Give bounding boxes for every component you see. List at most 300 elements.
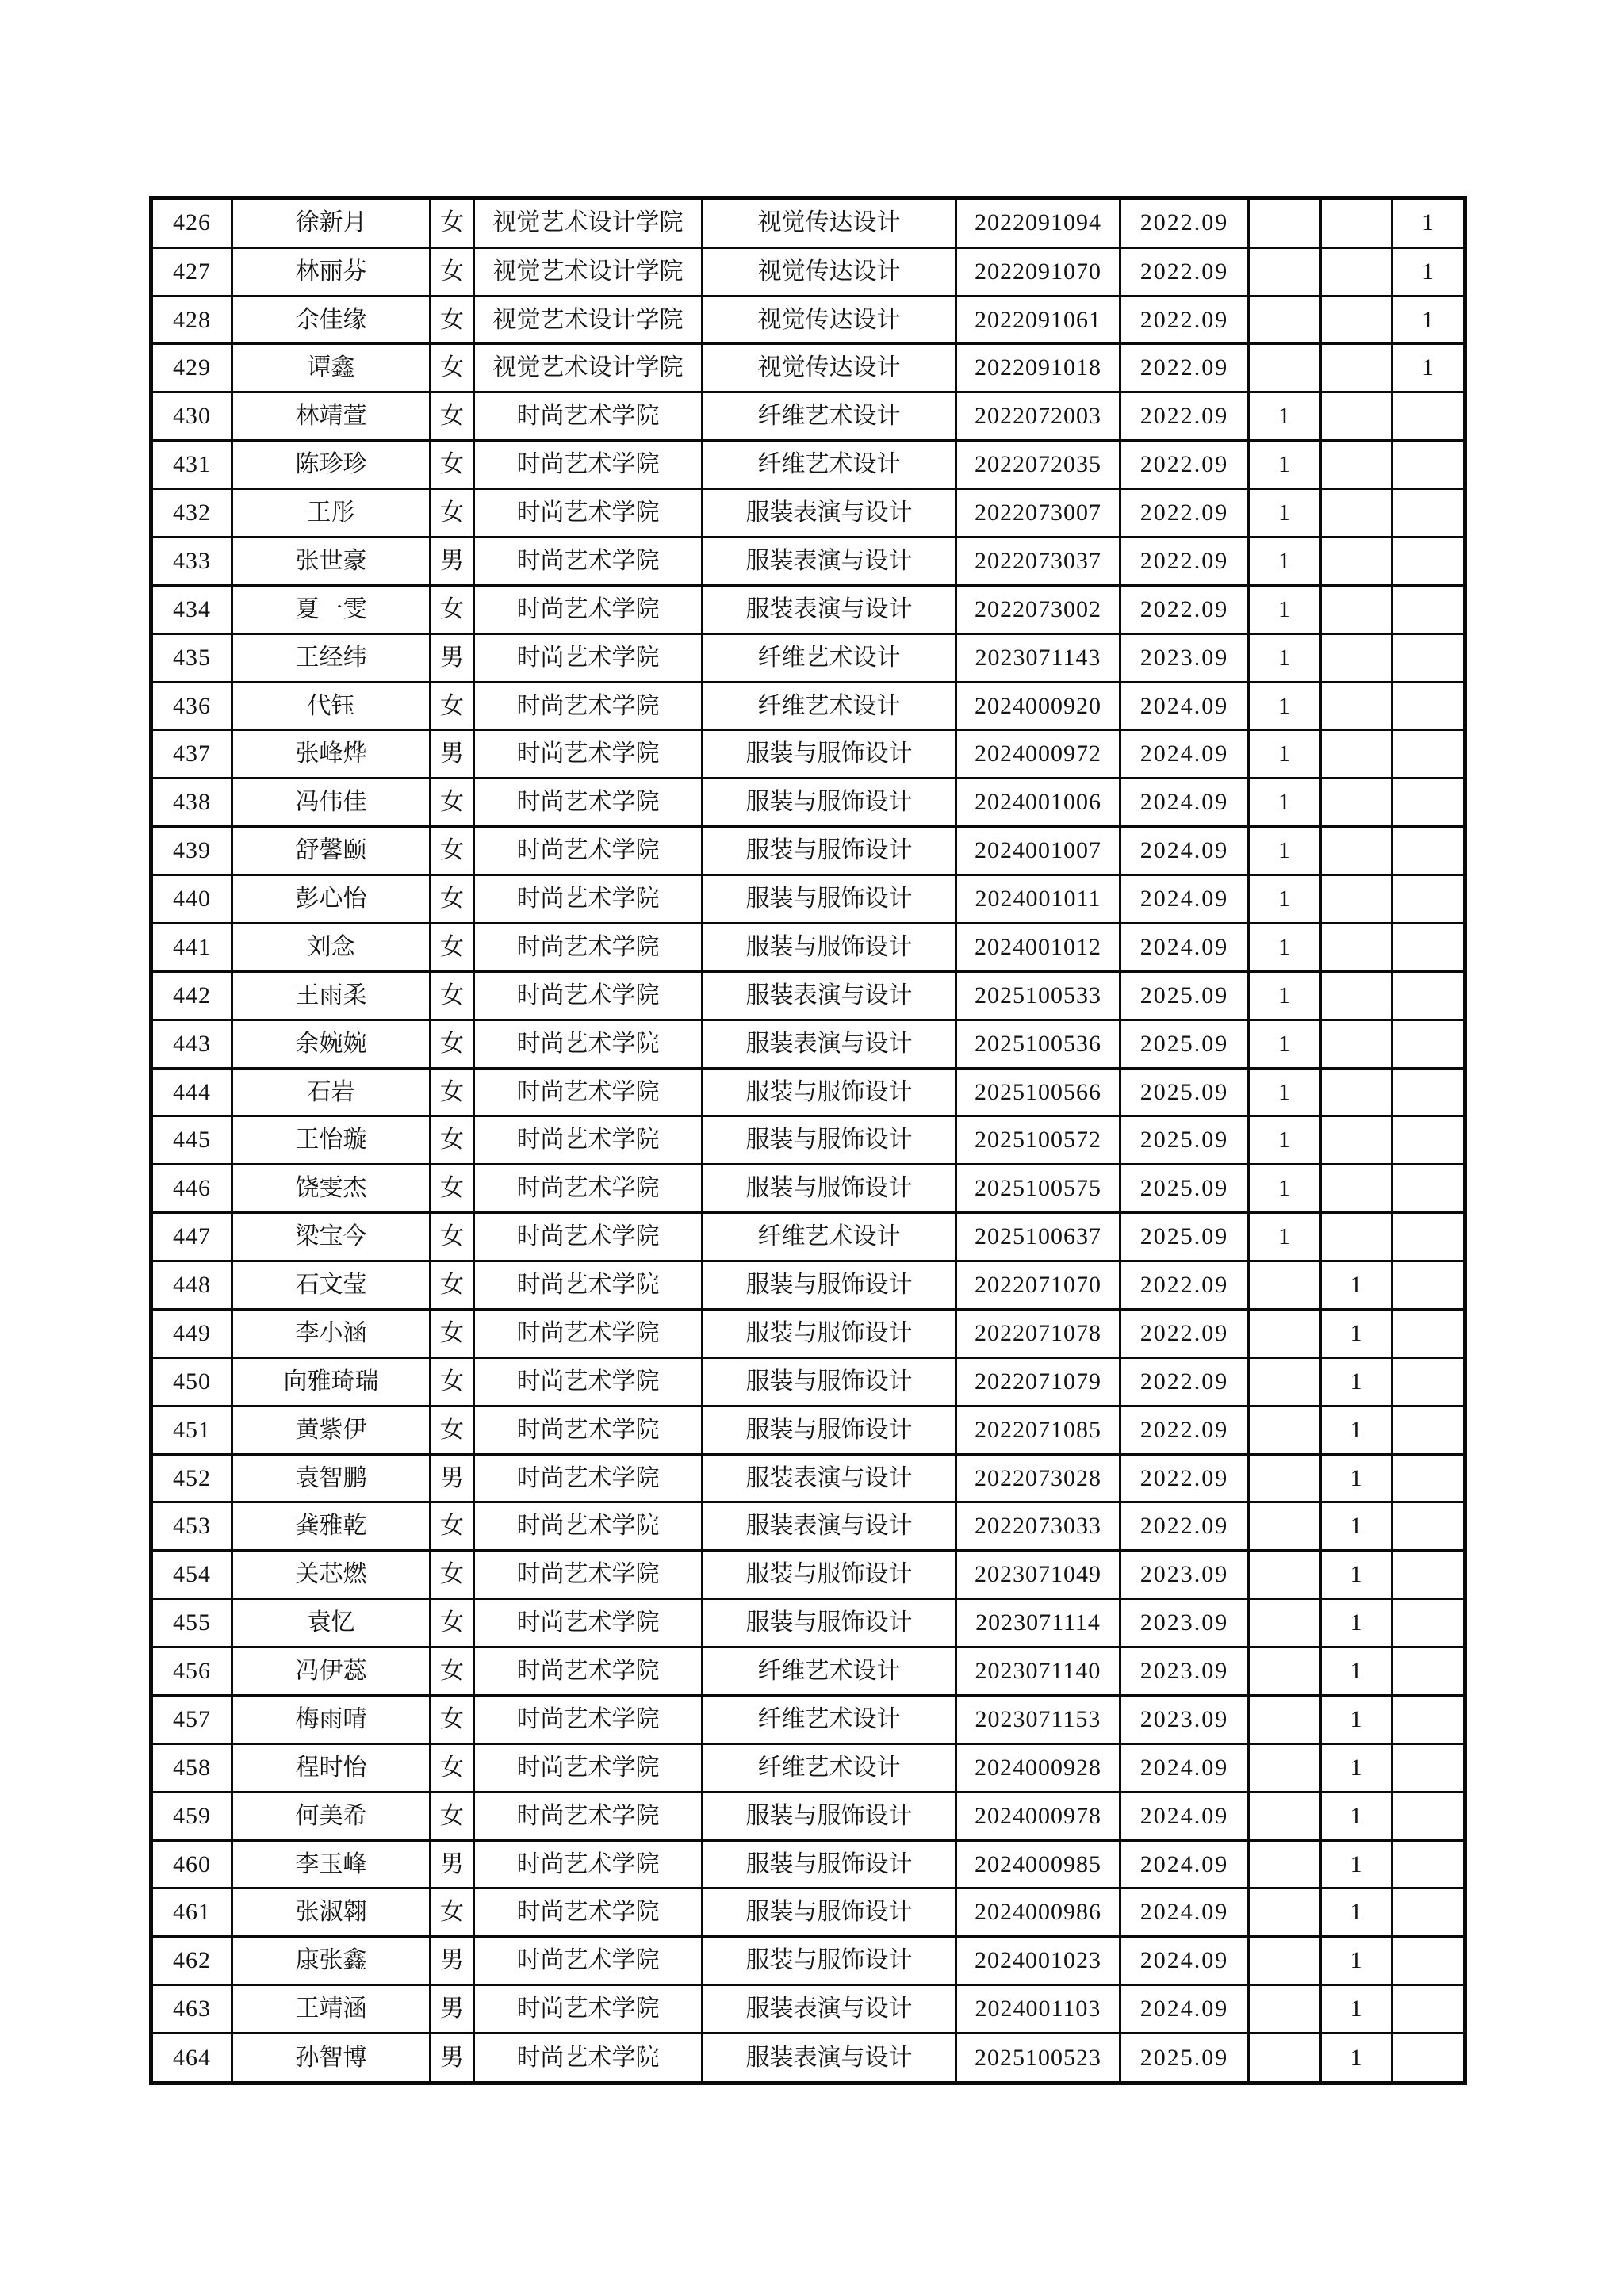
cell-serial: 434 [151, 585, 232, 633]
cell-college: 时尚艺术学院 [474, 392, 703, 441]
cell-gender: 男 [431, 1454, 474, 1502]
cell-student-id: 2022073007 [956, 489, 1120, 538]
cell-college: 时尚艺术学院 [474, 1309, 703, 1357]
cell-mark-2 [1321, 779, 1392, 827]
cell-college: 时尚艺术学院 [474, 1792, 703, 1840]
cell-enroll-date: 2022.09 [1120, 1357, 1249, 1406]
cell-mark-3 [1392, 875, 1465, 924]
cell-mark-1 [1249, 1357, 1321, 1406]
cell-student-id: 2024000978 [956, 1792, 1120, 1840]
cell-student-id: 2024000985 [956, 1840, 1120, 1888]
cell-gender: 女 [431, 971, 474, 1020]
cell-mark-2: 1 [1321, 1985, 1392, 2034]
cell-student-id: 2024001007 [956, 827, 1120, 875]
cell-serial: 446 [151, 1165, 232, 1213]
cell-college: 时尚艺术学院 [474, 827, 703, 875]
cell-serial: 436 [151, 682, 232, 730]
cell-enroll-date: 2024.09 [1120, 1792, 1249, 1840]
cell-mark-2 [1321, 730, 1392, 779]
cell-name: 夏一雯 [232, 585, 431, 633]
cell-enroll-date: 2024.09 [1120, 1743, 1249, 1792]
cell-mark-1: 1 [1249, 585, 1321, 633]
cell-mark-1 [1249, 1454, 1321, 1502]
cell-enroll-date: 2022.09 [1120, 344, 1249, 392]
cell-college: 时尚艺术学院 [474, 730, 703, 779]
cell-serial: 456 [151, 1647, 232, 1696]
cell-college: 时尚艺术学院 [474, 537, 703, 585]
cell-mark-1 [1249, 1985, 1321, 2034]
cell-name: 彭心怡 [232, 875, 431, 924]
cell-name: 黄紫伊 [232, 1406, 431, 1454]
cell-college: 时尚艺术学院 [474, 1937, 703, 1985]
cell-student-id: 2024001011 [956, 875, 1120, 924]
cell-enroll-date: 2024.09 [1120, 682, 1249, 730]
cell-serial: 458 [151, 1743, 232, 1792]
table-row [151, 392, 1465, 441]
cell-name: 梁宝今 [232, 1213, 431, 1261]
cell-mark-2: 1 [1321, 1454, 1392, 1502]
cell-enroll-date: 2025.09 [1120, 1068, 1249, 1116]
cell-serial: 440 [151, 875, 232, 924]
cell-serial: 428 [151, 296, 232, 344]
cell-student-id: 2022072035 [956, 441, 1120, 489]
cell-gender: 女 [431, 1647, 474, 1696]
cell-enroll-date: 2024.09 [1120, 923, 1249, 971]
cell-serial: 448 [151, 1261, 232, 1310]
cell-college: 时尚艺术学院 [474, 1743, 703, 1792]
cell-enroll-date: 2022.09 [1120, 1454, 1249, 1502]
cell-student-id: 2025100523 [956, 2034, 1120, 2084]
cell-mark-1: 1 [1249, 1165, 1321, 1213]
cell-mark-2 [1321, 875, 1392, 924]
table-row [151, 247, 1465, 296]
cell-enroll-date: 2025.09 [1120, 1116, 1249, 1165]
cell-name: 林丽芬 [232, 247, 431, 296]
cell-major: 纤维艺术设计 [703, 392, 956, 441]
table-row [151, 537, 1465, 585]
cell-mark-2: 1 [1321, 1551, 1392, 1599]
cell-major: 服装表演与设计 [703, 1020, 956, 1068]
cell-serial: 451 [151, 1406, 232, 1454]
cell-name: 刘念 [232, 923, 431, 971]
cell-enroll-date: 2024.09 [1120, 1937, 1249, 1985]
cell-gender: 女 [431, 1213, 474, 1261]
cell-college: 时尚艺术学院 [474, 585, 703, 633]
cell-serial: 455 [151, 1599, 232, 1647]
cell-student-id: 2022071078 [956, 1309, 1120, 1357]
table-row [151, 1743, 1465, 1792]
cell-mark-1: 1 [1249, 537, 1321, 585]
cell-major: 纤维艺术设计 [703, 633, 956, 682]
cell-major: 服装与服饰设计 [703, 1840, 956, 1888]
cell-college: 时尚艺术学院 [474, 1695, 703, 1743]
cell-major: 服装与服饰设计 [703, 875, 956, 924]
cell-student-id: 2022091094 [956, 198, 1120, 248]
cell-mark-2 [1321, 392, 1392, 441]
cell-mark-2: 1 [1321, 2034, 1392, 2084]
cell-gender: 女 [431, 1695, 474, 1743]
cell-student-id: 2024000928 [956, 1743, 1120, 1792]
cell-name: 王经纬 [232, 633, 431, 682]
cell-gender: 男 [431, 1985, 474, 2034]
table-row [151, 827, 1465, 875]
cell-major: 服装与服饰设计 [703, 827, 956, 875]
cell-mark-1 [1249, 344, 1321, 392]
cell-gender: 女 [431, 1792, 474, 1840]
cell-serial: 441 [151, 923, 232, 971]
cell-college: 时尚艺术学院 [474, 489, 703, 538]
cell-mark-2: 1 [1321, 1695, 1392, 1743]
cell-enroll-date: 2022.09 [1120, 198, 1249, 248]
cell-college: 时尚艺术学院 [474, 971, 703, 1020]
cell-college: 时尚艺术学院 [474, 1357, 703, 1406]
cell-name: 袁智鹏 [232, 1454, 431, 1502]
cell-gender: 女 [431, 585, 474, 633]
cell-student-id: 2022091061 [956, 296, 1120, 344]
cell-mark-3 [1392, 1840, 1465, 1888]
cell-student-id: 2022073037 [956, 537, 1120, 585]
cell-mark-1 [1249, 1937, 1321, 1985]
cell-college: 时尚艺术学院 [474, 1406, 703, 1454]
table-row [151, 585, 1465, 633]
cell-name: 龚雅乾 [232, 1502, 431, 1551]
cell-major: 服装表演与设计 [703, 585, 956, 633]
cell-major: 纤维艺术设计 [703, 1647, 956, 1696]
cell-serial: 462 [151, 1937, 232, 1985]
cell-mark-2: 1 [1321, 1888, 1392, 1937]
cell-serial: 463 [151, 1985, 232, 2034]
cell-student-id: 2022071070 [956, 1261, 1120, 1310]
cell-mark-3 [1392, 2034, 1465, 2084]
cell-enroll-date: 2023.09 [1120, 1599, 1249, 1647]
cell-gender: 男 [431, 1840, 474, 1888]
cell-mark-3 [1392, 1165, 1465, 1213]
cell-mark-2 [1321, 682, 1392, 730]
cell-college: 时尚艺术学院 [474, 1888, 703, 1937]
cell-gender: 女 [431, 1116, 474, 1165]
cell-gender: 女 [431, 1068, 474, 1116]
cell-mark-3 [1392, 1309, 1465, 1357]
cell-mark-2 [1321, 441, 1392, 489]
cell-mark-3: 1 [1392, 198, 1465, 248]
cell-major: 服装表演与设计 [703, 2034, 956, 2084]
cell-student-id: 2022072003 [956, 392, 1120, 441]
cell-serial: 449 [151, 1309, 232, 1357]
cell-college: 时尚艺术学院 [474, 923, 703, 971]
cell-name: 冯伟佳 [232, 779, 431, 827]
cell-mark-1 [1249, 1792, 1321, 1840]
cell-name: 代钰 [232, 682, 431, 730]
cell-mark-3 [1392, 1454, 1465, 1502]
cell-mark-1: 1 [1249, 875, 1321, 924]
cell-enroll-date: 2023.09 [1120, 633, 1249, 682]
cell-mark-3 [1392, 1695, 1465, 1743]
cell-mark-1 [1249, 247, 1321, 296]
table-row [151, 875, 1465, 924]
cell-major: 服装表演与设计 [703, 1985, 956, 2034]
cell-gender: 女 [431, 296, 474, 344]
cell-mark-2: 1 [1321, 1743, 1392, 1792]
cell-serial: 433 [151, 537, 232, 585]
cell-major: 服装与服饰设计 [703, 1357, 956, 1406]
cell-gender: 女 [431, 682, 474, 730]
cell-mark-3 [1392, 1357, 1465, 1406]
cell-college: 时尚艺术学院 [474, 1502, 703, 1551]
cell-serial: 435 [151, 633, 232, 682]
cell-mark-1 [1249, 2034, 1321, 2084]
cell-serial: 442 [151, 971, 232, 1020]
cell-mark-3 [1392, 1792, 1465, 1840]
cell-mark-1: 1 [1249, 1116, 1321, 1165]
cell-mark-1 [1249, 1309, 1321, 1357]
cell-college: 时尚艺术学院 [474, 633, 703, 682]
cell-gender: 男 [431, 730, 474, 779]
cell-serial: 454 [151, 1551, 232, 1599]
cell-name: 石文莹 [232, 1261, 431, 1310]
cell-gender: 女 [431, 875, 474, 924]
cell-college: 时尚艺术学院 [474, 2034, 703, 2084]
cell-college: 视觉艺术设计学院 [474, 344, 703, 392]
cell-enroll-date: 2022.09 [1120, 392, 1249, 441]
cell-name: 林靖萱 [232, 392, 431, 441]
cell-student-id: 2024001012 [956, 923, 1120, 971]
cell-mark-1 [1249, 1599, 1321, 1647]
cell-major: 服装表演与设计 [703, 489, 956, 538]
cell-serial: 426 [151, 198, 232, 248]
cell-college: 时尚艺术学院 [474, 875, 703, 924]
table-row [151, 441, 1465, 489]
cell-enroll-date: 2025.09 [1120, 971, 1249, 1020]
cell-mark-3 [1392, 779, 1465, 827]
cell-mark-1 [1249, 296, 1321, 344]
cell-serial: 460 [151, 1840, 232, 1888]
cell-enroll-date: 2024.09 [1120, 827, 1249, 875]
cell-name: 张峰烨 [232, 730, 431, 779]
cell-student-id: 2022073002 [956, 585, 1120, 633]
cell-major: 服装表演与设计 [703, 1454, 956, 1502]
table-row [151, 1165, 1465, 1213]
cell-mark-1: 1 [1249, 971, 1321, 1020]
cell-major: 视觉传达设计 [703, 247, 956, 296]
cell-mark-2 [1321, 827, 1392, 875]
cell-gender: 女 [431, 1020, 474, 1068]
cell-major: 服装与服饰设计 [703, 1792, 956, 1840]
cell-mark-3 [1392, 633, 1465, 682]
cell-mark-3 [1392, 441, 1465, 489]
cell-mark-2: 1 [1321, 1599, 1392, 1647]
cell-mark-1: 1 [1249, 489, 1321, 538]
cell-mark-3 [1392, 1020, 1465, 1068]
cell-major: 视觉传达设计 [703, 296, 956, 344]
cell-mark-3 [1392, 1116, 1465, 1165]
cell-mark-2: 1 [1321, 1406, 1392, 1454]
cell-mark-2 [1321, 971, 1392, 1020]
cell-student-id: 2024001103 [956, 1985, 1120, 2034]
cell-student-id: 2025100637 [956, 1213, 1120, 1261]
table-row [151, 1647, 1465, 1696]
cell-enroll-date: 2024.09 [1120, 730, 1249, 779]
cell-mark-2 [1321, 198, 1392, 248]
cell-college: 时尚艺术学院 [474, 1985, 703, 2034]
cell-mark-2 [1321, 1213, 1392, 1261]
cell-mark-3 [1392, 1937, 1465, 1985]
cell-major: 服装表演与设计 [703, 537, 956, 585]
table-row [151, 1309, 1465, 1357]
table-row [151, 633, 1465, 682]
cell-student-id: 2022071079 [956, 1357, 1120, 1406]
table-row [151, 344, 1465, 392]
cell-student-id: 2024000986 [956, 1888, 1120, 1937]
student-roster-table [149, 196, 1467, 2085]
cell-major: 服装与服饰设计 [703, 1937, 956, 1985]
cell-name: 王雨柔 [232, 971, 431, 1020]
cell-student-id: 2023071140 [956, 1647, 1120, 1696]
cell-serial: 450 [151, 1357, 232, 1406]
cell-mark-2 [1321, 1020, 1392, 1068]
cell-college: 视觉艺术设计学院 [474, 296, 703, 344]
cell-major: 服装表演与设计 [703, 971, 956, 1020]
cell-major: 服装与服饰设计 [703, 1165, 956, 1213]
cell-mark-1: 1 [1249, 392, 1321, 441]
cell-major: 服装与服饰设计 [703, 1888, 956, 1937]
cell-mark-2: 1 [1321, 1647, 1392, 1696]
cell-mark-3 [1392, 1213, 1465, 1261]
cell-mark-3 [1392, 1888, 1465, 1937]
cell-serial: 461 [151, 1888, 232, 1937]
table-row [151, 1599, 1465, 1647]
cell-name: 向雅琦瑞 [232, 1357, 431, 1406]
cell-mark-3 [1392, 730, 1465, 779]
cell-serial: 431 [151, 441, 232, 489]
cell-mark-2 [1321, 247, 1392, 296]
cell-gender: 女 [431, 1261, 474, 1310]
cell-student-id: 2024001006 [956, 779, 1120, 827]
cell-serial: 427 [151, 247, 232, 296]
cell-mark-1: 1 [1249, 923, 1321, 971]
cell-mark-1 [1249, 1888, 1321, 1937]
table-row [151, 198, 1465, 248]
cell-mark-2 [1321, 1116, 1392, 1165]
cell-name: 梅雨晴 [232, 1695, 431, 1743]
cell-enroll-date: 2022.09 [1120, 1502, 1249, 1551]
cell-enroll-date: 2022.09 [1120, 296, 1249, 344]
cell-mark-3 [1392, 1502, 1465, 1551]
table-row [151, 1937, 1465, 1985]
cell-college: 时尚艺术学院 [474, 682, 703, 730]
cell-college: 时尚艺术学院 [474, 1840, 703, 1888]
cell-name: 石岩 [232, 1068, 431, 1116]
cell-mark-1 [1249, 1695, 1321, 1743]
table-row [151, 923, 1465, 971]
cell-major: 服装与服饰设计 [703, 730, 956, 779]
cell-mark-1: 1 [1249, 827, 1321, 875]
cell-student-id: 2023071114 [956, 1599, 1120, 1647]
table-row [151, 489, 1465, 538]
cell-gender: 男 [431, 537, 474, 585]
roster-body [151, 198, 1465, 2084]
cell-gender: 女 [431, 1599, 474, 1647]
cell-name: 李小涵 [232, 1309, 431, 1357]
cell-gender: 女 [431, 1551, 474, 1599]
cell-major: 服装与服饰设计 [703, 1116, 956, 1165]
cell-mark-1: 1 [1249, 730, 1321, 779]
cell-gender: 女 [431, 1309, 474, 1357]
table-row [151, 1792, 1465, 1840]
cell-mark-2 [1321, 633, 1392, 682]
cell-mark-1: 1 [1249, 682, 1321, 730]
cell-student-id: 2024000972 [956, 730, 1120, 779]
cell-major: 纤维艺术设计 [703, 1743, 956, 1792]
cell-name: 康张鑫 [232, 1937, 431, 1985]
cell-college: 时尚艺术学院 [474, 1165, 703, 1213]
cell-name: 袁忆 [232, 1599, 431, 1647]
cell-enroll-date: 2022.09 [1120, 1406, 1249, 1454]
cell-gender: 男 [431, 2034, 474, 2084]
table-row [151, 296, 1465, 344]
cell-college: 视觉艺术设计学院 [474, 198, 703, 248]
cell-mark-3 [1392, 1647, 1465, 1696]
cell-name: 王彤 [232, 489, 431, 538]
cell-major: 视觉传达设计 [703, 198, 956, 248]
cell-mark-2 [1321, 489, 1392, 538]
cell-mark-3 [1392, 1261, 1465, 1310]
cell-major: 服装与服饰设计 [703, 923, 956, 971]
cell-mark-3 [1392, 1406, 1465, 1454]
cell-major: 服装表演与设计 [703, 1502, 956, 1551]
cell-mark-1: 1 [1249, 1213, 1321, 1261]
cell-major: 服装与服饰设计 [703, 1551, 956, 1599]
cell-major: 纤维艺术设计 [703, 1213, 956, 1261]
table-row [151, 1840, 1465, 1888]
cell-gender: 女 [431, 923, 474, 971]
cell-gender: 女 [431, 1406, 474, 1454]
cell-student-id: 2025100533 [956, 971, 1120, 1020]
cell-mark-3 [1392, 489, 1465, 538]
cell-student-id: 2023071049 [956, 1551, 1120, 1599]
cell-mark-3 [1392, 1068, 1465, 1116]
cell-name: 关芯燃 [232, 1551, 431, 1599]
cell-mark-3 [1392, 1551, 1465, 1599]
cell-mark-3: 1 [1392, 247, 1465, 296]
cell-enroll-date: 2022.09 [1120, 489, 1249, 538]
cell-mark-2: 1 [1321, 1937, 1392, 1985]
cell-major: 纤维艺术设计 [703, 441, 956, 489]
cell-mark-2 [1321, 585, 1392, 633]
cell-enroll-date: 2022.09 [1120, 1309, 1249, 1357]
cell-name: 饶雯杰 [232, 1165, 431, 1213]
cell-serial: 445 [151, 1116, 232, 1165]
cell-major: 服装与服饰设计 [703, 1309, 956, 1357]
cell-name: 徐新月 [232, 198, 431, 248]
cell-mark-1 [1249, 198, 1321, 248]
cell-mark-3 [1392, 392, 1465, 441]
cell-student-id: 2025100572 [956, 1116, 1120, 1165]
cell-mark-1: 1 [1249, 633, 1321, 682]
cell-serial: 453 [151, 1502, 232, 1551]
cell-college: 时尚艺术学院 [474, 1454, 703, 1502]
cell-mark-2 [1321, 296, 1392, 344]
cell-gender: 女 [431, 779, 474, 827]
cell-enroll-date: 2023.09 [1120, 1695, 1249, 1743]
cell-gender: 女 [431, 1502, 474, 1551]
cell-serial: 459 [151, 1792, 232, 1840]
cell-mark-1 [1249, 1647, 1321, 1696]
cell-gender: 女 [431, 827, 474, 875]
cell-college: 时尚艺术学院 [474, 441, 703, 489]
cell-college: 时尚艺术学院 [474, 1068, 703, 1116]
cell-enroll-date: 2022.09 [1120, 247, 1249, 296]
cell-name: 张淑翱 [232, 1888, 431, 1937]
